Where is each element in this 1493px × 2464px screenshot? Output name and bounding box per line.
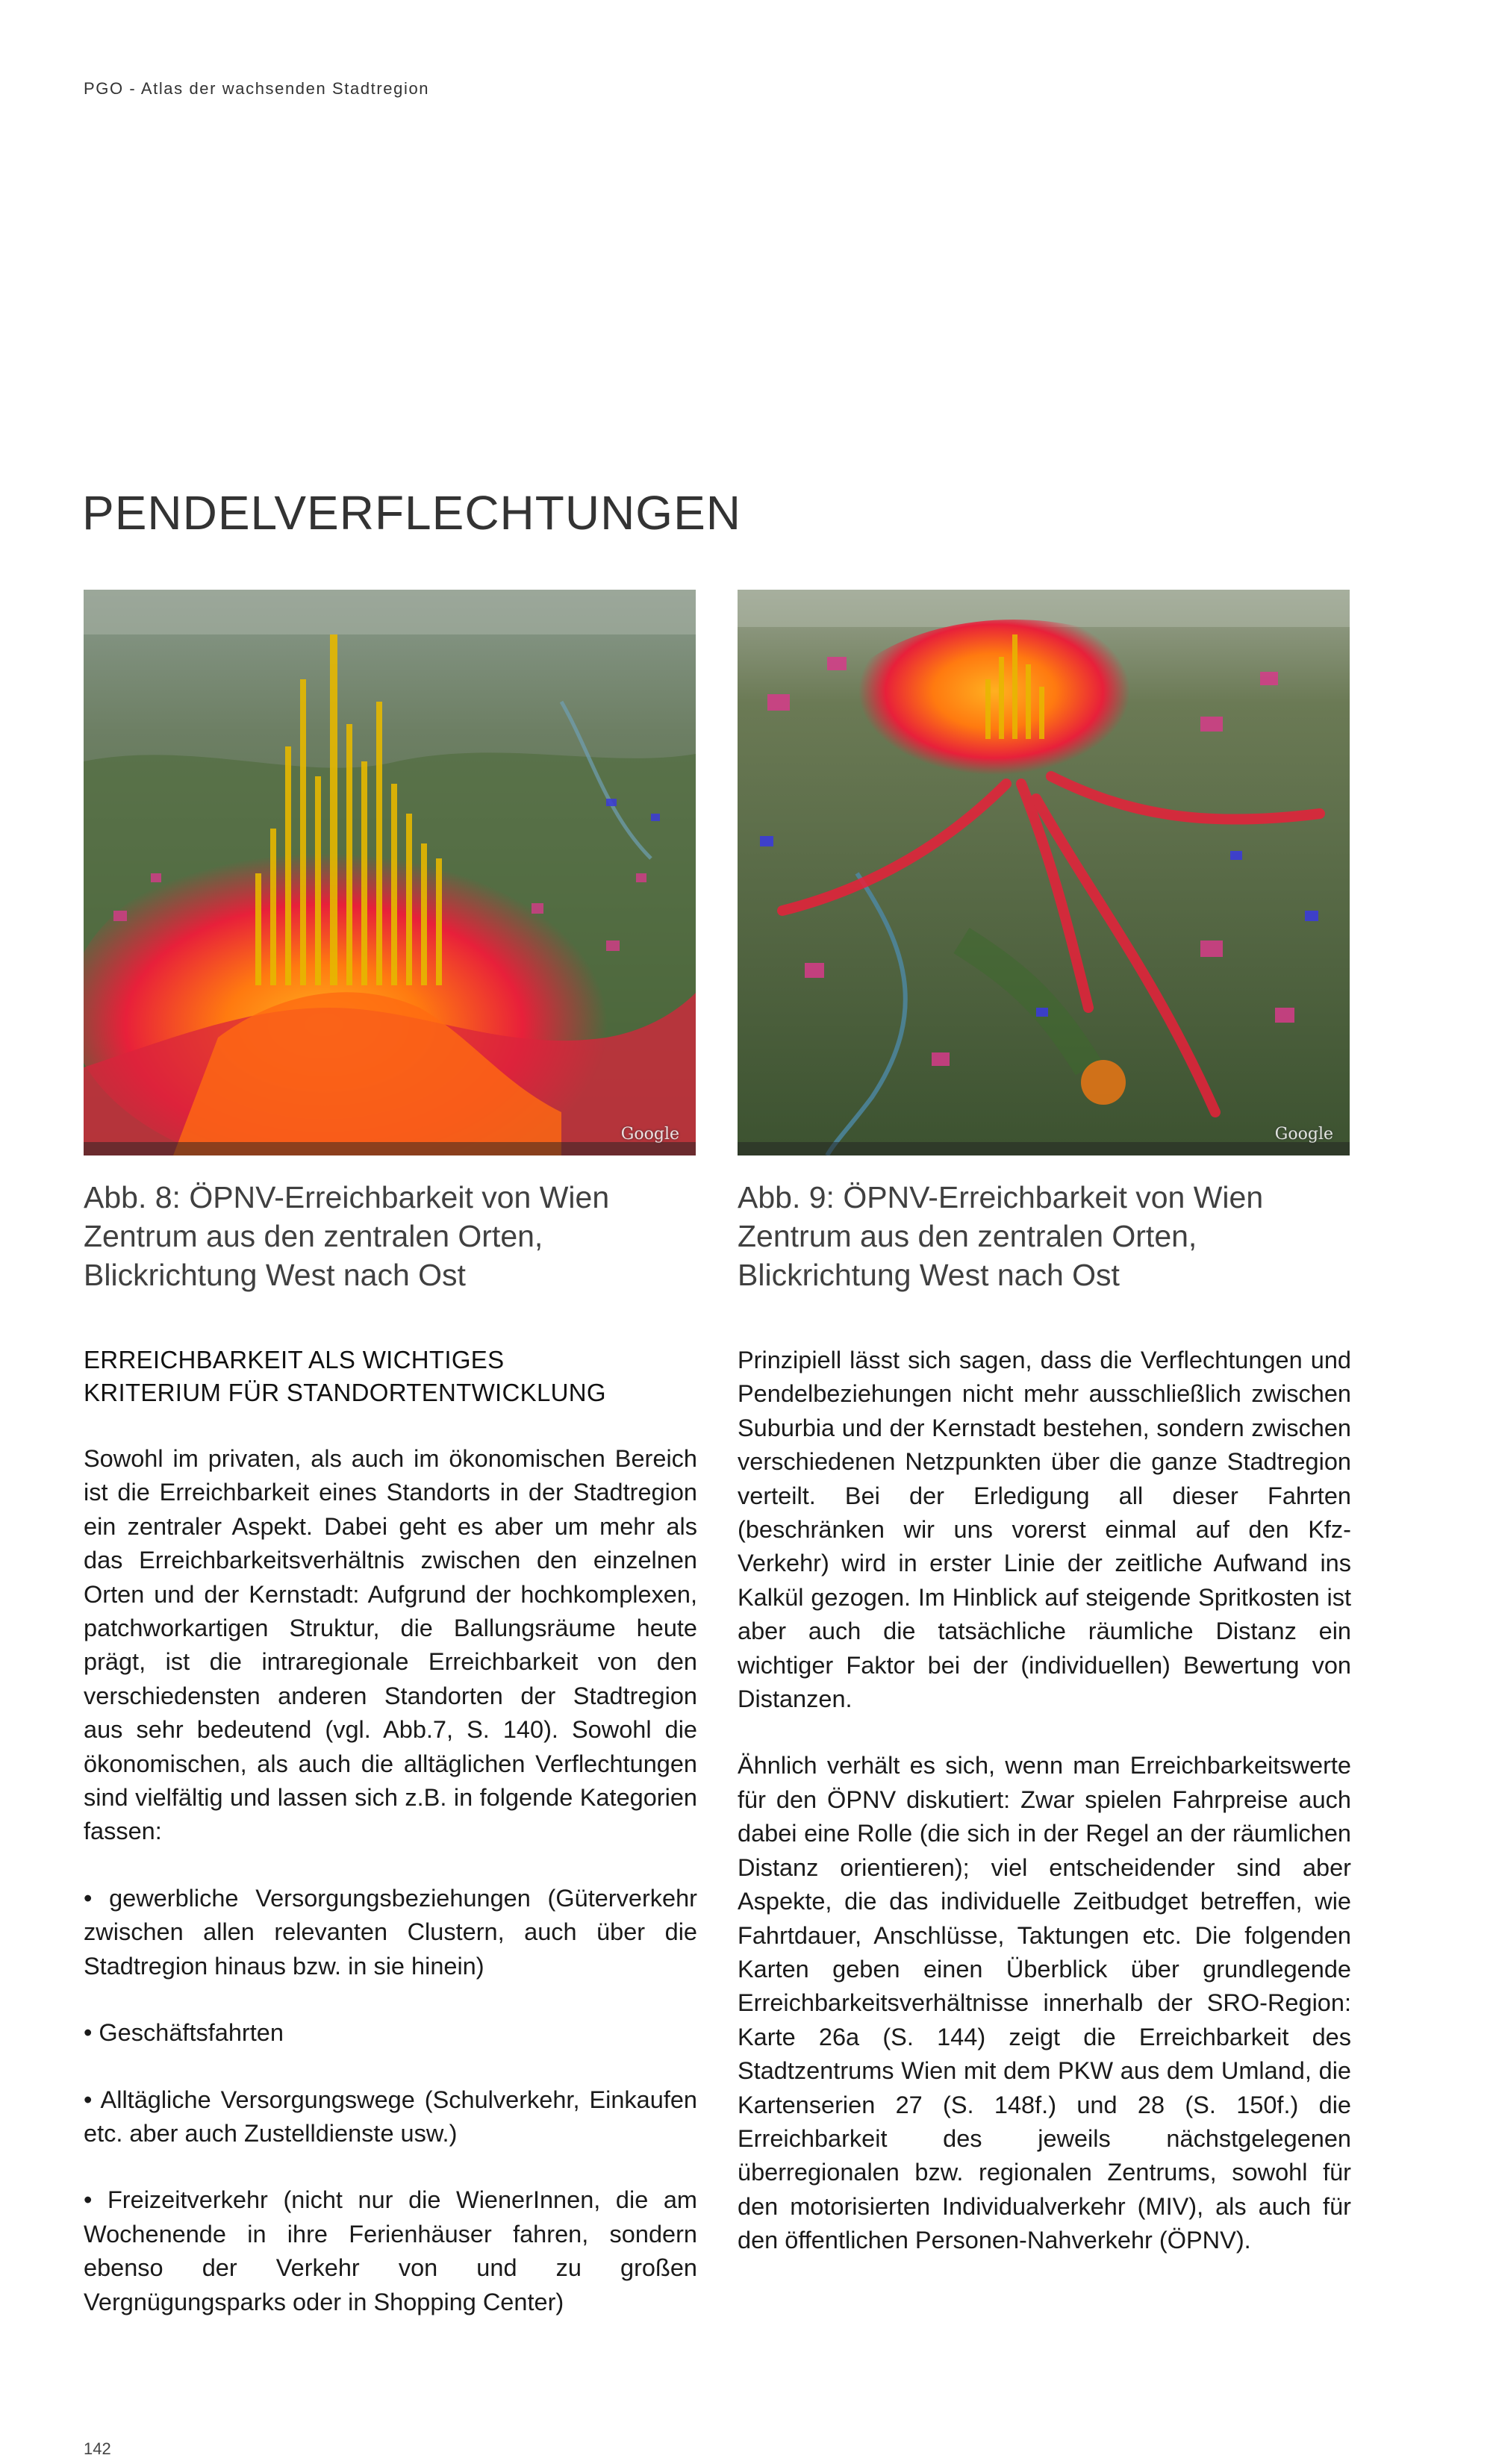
bullet-item: • gewerbliche Versorgungsbeziehungen (Güterverkehr zwischen allen relevanten Clustern, auch über die Stadtregion hinaus bzw. in sie hinein): [84, 1884, 697, 1980]
body-paragraph-2: Ähnlich verhält es sich, wenn man Erreichbarkeitswerte für den ÖPNV diskutiert: Zwar spielen Fahrpreise auch dabei eine Rolle (die sich in der Regel an der räumlichen Distanz orientieren); viel entscheidender sind aber Aspekte, die das individuelle Zeitbudget betreffen, wie Fahrtdauer, Anschlüsse, Taktungen etc. Die folgenden Karten geben einen Überblick über grundlegende Erreichbarkeitsverhältnisse innerhalb der SRO-Region: Karte 26a (S. 144) zeigt die Erreichbarkeit des Stadtzentrums Wien mit dem PKW aus dem Umland, die Kartenserien 27 (S. 148f.) und 28 (S. 150f.) die Erreichbarkeit des jeweils nächstgelegenen überregionalen bzw. regionalen Zentrums, sowohl für den motorisierten Individualverkehr (MIV), als auch für den öffentlichen Personen-Nahverkehr (ÖPNV).: [738, 1752, 1351, 2254]
right-text-column: [738, 1344, 1351, 2291]
section-heading: [84, 1344, 697, 1409]
map-image-abb-9: [738, 590, 1350, 1155]
google-watermark: Google: [1274, 1125, 1333, 1144]
terrain-3d-visualization: [84, 590, 696, 1155]
google-watermark: Google: [620, 1125, 679, 1144]
map-image-abb-8: [84, 590, 696, 1155]
page-title: PENDELVERFLECHTUNGEN: [82, 486, 741, 540]
terrain-3d-visualization: [738, 590, 1350, 1155]
bullet-item: • Freizeitverkehr (nicht nur die WienerInnen, die am Wochenende in ihre Ferienhäuser fahren, sondern ebenso der Verkehr von und zu großen Vergnügungsparks oder in Shopping Center): [84, 2186, 697, 2315]
section-heading-line-1: ERREICHBARKEIT ALS WICHTIGES: [84, 1346, 505, 1373]
bullet-item: • Geschäftsfahrten: [84, 2019, 284, 2047]
intro-paragraph: Sowohl im privaten, als auch im ökonomischen Bereich ist die Erreichbarkeit eines Standorts in der Stadtregion ein zentraler Aspekt. Dabei geht es aber um mehr als das Erreichbarkeitsverhältnis zwischen den einzelnen Orten und der Kernstadt: Aufgrund der hochkomplexen, patchworkartigen Struktur, die Ballungsräume heute prägt, ist die intraregionale Erreichbarkeit von den verschiedensten anderen Standorten der Stadtregion aus sehr bedeutend (vgl. Abb.7, S. 140). Sowohl die ökonomischen, als auch die alltäglichen Verflechtungen sind vielfältig und lassen sich z.B. in folgende Kategorien fassen:: [84, 1445, 697, 1845]
left-text-column: [84, 1344, 697, 2352]
section-heading-line-2: KRITERIUM FÜR STANDORTENTWICKLUNG: [84, 1379, 606, 1406]
figure-caption: Abb. 8: ÖPNV-Erreichbarkeit von Wien Zentrum aus den zentralen Orten, Blickrichtung West nach Ost: [84, 1180, 610, 1292]
body-paragraph-1: Prinzipiell lässt sich sagen, dass die Verflechtungen und Pendelbeziehungen nicht mehr ausschließlich zwischen Suburbia und der Kernstadt bestehen, sondern zwischen verschiedenen Netzpunkten über die ganze Stadtregion verteilt. Bei der Erledigung all dieser Fahrten (beschränken wir uns vorerst einmal auf den Kfz-Verkehr) wird in erster Linie der zeitliche Aufwand ins Kalkül gezogen. Im Hinblick auf steigende Spritkosten ist aber auch die tatsächliche räumliche Distanz ein wichtiger Faktor bei der (individuellen) Bewertung von Distanzen.: [738, 1347, 1351, 1713]
figure-abb-9: [738, 590, 1350, 1294]
running-header: PGO - Atlas der wachsenden Stadtregion: [84, 79, 430, 98]
figure-caption: Abb. 9: ÖPNV-Erreichbarkeit von Wien Zentrum aus den zentralen Orten, Blickrichtung West nach Ost: [738, 1180, 1264, 1292]
figure-abb-8: [84, 590, 696, 1294]
page-number: 142: [84, 2439, 111, 2458]
bullet-item: • Alltägliche Versorgungswege (Schulverkehr, Einkaufen etc. aber auch Zustelldienste usw.): [84, 2086, 697, 2147]
